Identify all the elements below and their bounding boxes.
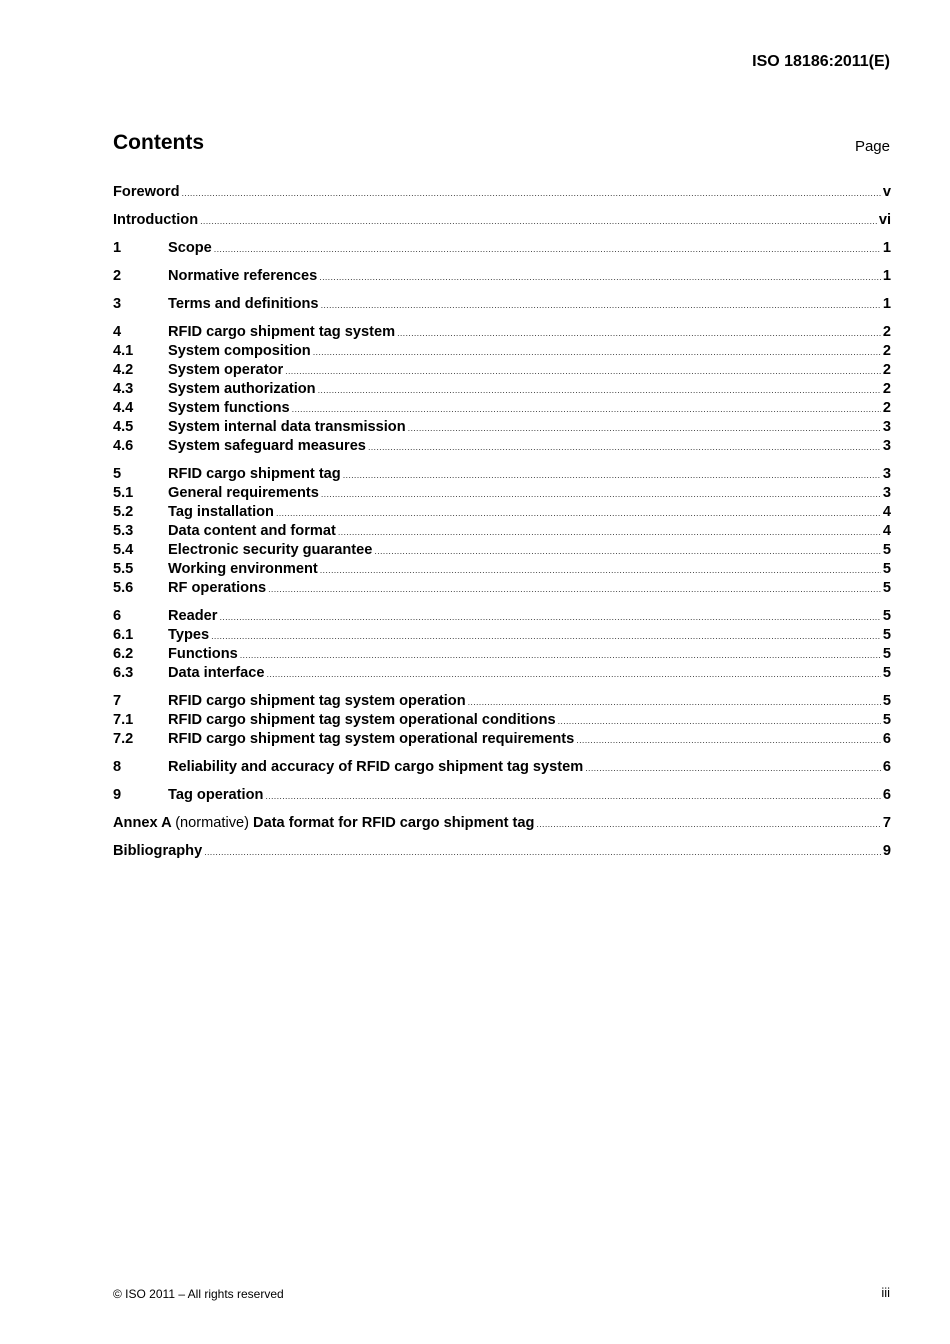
toc-entry[interactable] [113,437,891,456]
toc-entry-title [168,239,212,258]
toc-entry-title [168,541,372,560]
toc-entry-title-text: Tag installation [168,504,274,520]
contents-heading: Contents [113,131,204,154]
dot-leader [265,787,880,806]
toc-entry-number: 6.1 [113,627,134,643]
toc-entry-number: 5.6 [113,580,134,596]
toc-entry-title [168,692,466,711]
toc-entry-page: 3 [882,419,891,435]
toc-entry-number: 5.1 [113,485,134,501]
dot-leader [285,362,881,381]
toc-entry[interactable] [113,418,891,437]
toc-entry-number: 5.4 [113,542,134,558]
dot-leader [276,504,881,523]
toc-entry[interactable] [113,626,891,645]
toc-entry-title [113,842,202,861]
toc-entry-annex-title: Data format for RFID cargo shipment tag [253,815,535,831]
toc-entry-number: 6.3 [113,665,134,681]
toc-entry-title-text: General requirements [168,485,319,501]
toc-entry[interactable] [113,239,891,258]
dot-leader [267,665,881,684]
toc-entry-page: vi [878,212,891,228]
dot-leader [214,240,881,259]
toc-entry[interactable] [113,465,891,484]
toc-entry-page: 5 [882,665,891,681]
dot-leader [338,523,881,542]
toc-entry-number: 4.3 [113,381,134,397]
toc-entry-title [168,465,341,484]
toc-entry[interactable] [113,786,891,805]
toc-entry-title-text: Tag operation [168,787,264,803]
toc-entry-page: 4 [882,523,891,539]
toc-entry-page: 5 [882,580,891,596]
toc-entry-title-text: System safeguard measures [168,438,366,454]
toc-entry-title-text: RF operations [168,580,267,596]
toc-entry-page: 4 [882,504,891,520]
toc-entry-title-text: Reader [168,608,218,624]
dot-leader [468,693,881,712]
toc-entry-page: 2 [882,381,891,397]
dot-leader [536,815,880,834]
toc-entry[interactable] [113,522,891,541]
toc-entry[interactable] [113,323,891,342]
toc-entry-title [168,295,319,314]
toc-entry-page: 1 [882,268,891,284]
toc-entry-title [168,560,318,579]
dot-leader [408,419,881,438]
toc-entry-page: 2 [882,400,891,416]
toc-entry-number: 6.2 [113,646,134,662]
toc-entry-number: 5.5 [113,561,134,577]
toc-entry-page: 3 [882,438,891,454]
toc-entry-title-text: RFID cargo shipment tag system operation [168,693,466,709]
toc-entry-number: 5.3 [113,523,134,539]
toc-entry-title-text: Functions [168,646,238,662]
dot-leader [219,608,880,627]
toc-entry[interactable] [113,380,891,399]
toc-entry-title [168,758,583,777]
dot-leader [292,400,881,419]
dot-leader [313,343,881,362]
toc-entry-number: 7 [113,693,122,709]
toc-entry-title [168,361,283,380]
toc-entry[interactable] [113,211,891,230]
toc-entry-page: 9 [882,843,891,859]
dot-leader [321,485,881,504]
toc-entry-title-text: System operator [168,362,284,378]
toc-entry[interactable] [113,541,891,560]
toc-entry-page: 5 [882,693,891,709]
toc-entry-title [168,607,217,626]
dot-leader [321,296,881,315]
toc-entry-number: 1 [113,240,122,256]
toc-entry[interactable] [113,842,891,861]
toc-entry[interactable] [113,711,891,730]
toc-entry-title [168,579,266,598]
toc-entry-title [168,437,366,456]
toc-entry-title-text: Electronic security guarantee [168,542,373,558]
toc-entry[interactable] [113,503,891,522]
toc-entry-title [168,664,265,683]
toc-entry-page: 1 [882,240,891,256]
page-number: iii [881,1285,890,1300]
toc-entry-title [168,267,317,286]
toc-entry-number: 4.1 [113,343,134,359]
page-column-label: Page [854,138,890,155]
toc-entry[interactable] [113,730,891,749]
toc-entry-title-text: RFID cargo shipment tag system operational requirements [168,731,575,747]
dot-leader [585,759,881,778]
toc-entry-title-text: Types [168,627,210,643]
toc-entry[interactable] [113,267,891,286]
toc-entry-title-text: Data interface [168,665,265,681]
toc-entry-title-text: Working environment [168,561,318,577]
toc-entry-title-text: System composition [168,343,311,359]
toc-entry-title-text: Foreword [113,184,180,200]
toc-entry-title [113,183,179,202]
toc-entry-title [168,484,319,503]
toc-entry-title-text: Scope [168,240,212,256]
document-reference: ISO 18186:2011(E) [752,53,890,70]
toc-entry-page: 2 [882,324,891,340]
toc-entry[interactable] [113,692,891,711]
toc-entry-title-text: RFID cargo shipment tag [168,466,341,482]
toc-entry-title [113,814,534,833]
toc-entry-page: 5 [882,561,891,577]
toc-entry-number: 2 [113,268,122,284]
toc-entry-page: 6 [882,759,891,775]
toc-entry-title [168,626,209,645]
dot-leader [368,438,881,457]
toc-entry-title [168,522,336,541]
toc-entry-number: 5 [113,466,122,482]
toc-entry-title-text: Introduction [113,212,199,228]
toc-entry-title [168,645,238,664]
table-of-contents [113,183,891,861]
dot-leader [211,627,881,646]
toc-entry-title-text: Bibliography [113,843,203,859]
toc-entry-title-text: Reliability and accuracy of RFID cargo shipment tag system [168,759,584,775]
toc-entry-title-text: Terms and definitions [168,296,319,312]
toc-entry-number: 4.5 [113,419,134,435]
toc-entry-page: 2 [882,343,891,359]
toc-entry[interactable] [113,758,891,777]
dot-leader [320,561,881,580]
toc-entry-page: 5 [882,608,891,624]
toc-entry[interactable] [113,484,891,503]
toc-entry-title [168,418,406,437]
toc-entry-title-text: RFID cargo shipment tag system operational conditions [168,712,556,728]
toc-entry-page: 5 [882,712,891,728]
toc-entry-title [113,211,198,230]
toc-entry[interactable] [113,183,891,202]
toc-entry-page: 6 [882,731,891,747]
toc-entry[interactable] [113,361,891,380]
toc-entry-title-text: Normative references [168,268,318,284]
dot-leader [374,542,880,561]
toc-entry-number: 9 [113,787,122,803]
toc-entry-page: 5 [882,542,891,558]
toc-entry-number: 4.4 [113,400,134,416]
toc-entry-number: 5.2 [113,504,134,520]
toc-entry-title-text: System functions [168,400,290,416]
toc-entry-title [168,711,556,730]
toc-entry[interactable] [113,342,891,361]
toc-entry-number: 7.1 [113,712,134,728]
toc-entry-title-text: System internal data transmission [168,419,406,435]
toc-entry[interactable] [113,645,891,664]
toc-entry-title [168,380,316,399]
dot-leader [240,646,881,665]
toc-entry-title [168,730,574,749]
toc-entry[interactable] [113,295,891,314]
toc-entry[interactable] [113,560,891,579]
toc-entry-number: 8 [113,759,122,775]
copyright-notice: © ISO 2011 – All rights reserved [113,1287,284,1301]
toc-entry-number: 4.2 [113,362,134,378]
toc-entry-page: 5 [882,627,891,643]
toc-entry-page: 5 [882,646,891,662]
toc-entry[interactable] [113,579,891,598]
toc-entry-title [168,503,274,522]
toc-entry-number: 7.2 [113,731,134,747]
toc-entry-title [168,323,395,342]
toc-entry-title [168,399,290,418]
dot-leader [576,731,881,750]
toc-entry-title-text: Data content and format [168,523,336,539]
dot-leader [200,212,877,231]
toc-entry-number: 3 [113,296,122,312]
toc-entry-page: 6 [882,787,891,803]
dot-leader [318,381,881,400]
toc-entry-number: 4 [113,324,122,340]
toc-entry[interactable] [113,399,891,418]
toc-entry-page: 1 [882,296,891,312]
dot-leader [397,324,881,343]
dot-leader [319,268,881,287]
toc-entry-page: v [882,184,891,200]
toc-entry-page: 2 [882,362,891,378]
toc-entry-title-text: System authorization [168,381,316,397]
dot-leader [558,712,881,731]
toc-entry-page: 7 [882,815,891,831]
toc-entry[interactable] [113,607,891,626]
toc-entry-title [168,342,311,361]
toc-entry-page: 3 [882,485,891,501]
toc-entry-title [168,786,263,805]
toc-entry-annex-type: (normative) [175,815,249,831]
dot-leader [343,466,881,485]
toc-entry-title-text: Annex A [113,815,172,831]
dot-leader [204,843,881,862]
toc-entry[interactable] [113,664,891,683]
toc-entry-number: 6 [113,608,122,624]
dot-leader [181,184,880,203]
toc-entry-title-text: RFID cargo shipment tag system [168,324,396,340]
toc-entry[interactable] [113,814,891,833]
toc-entry-page: 3 [882,466,891,482]
dot-leader [268,580,881,599]
toc-entry-number: 4.6 [113,438,134,454]
